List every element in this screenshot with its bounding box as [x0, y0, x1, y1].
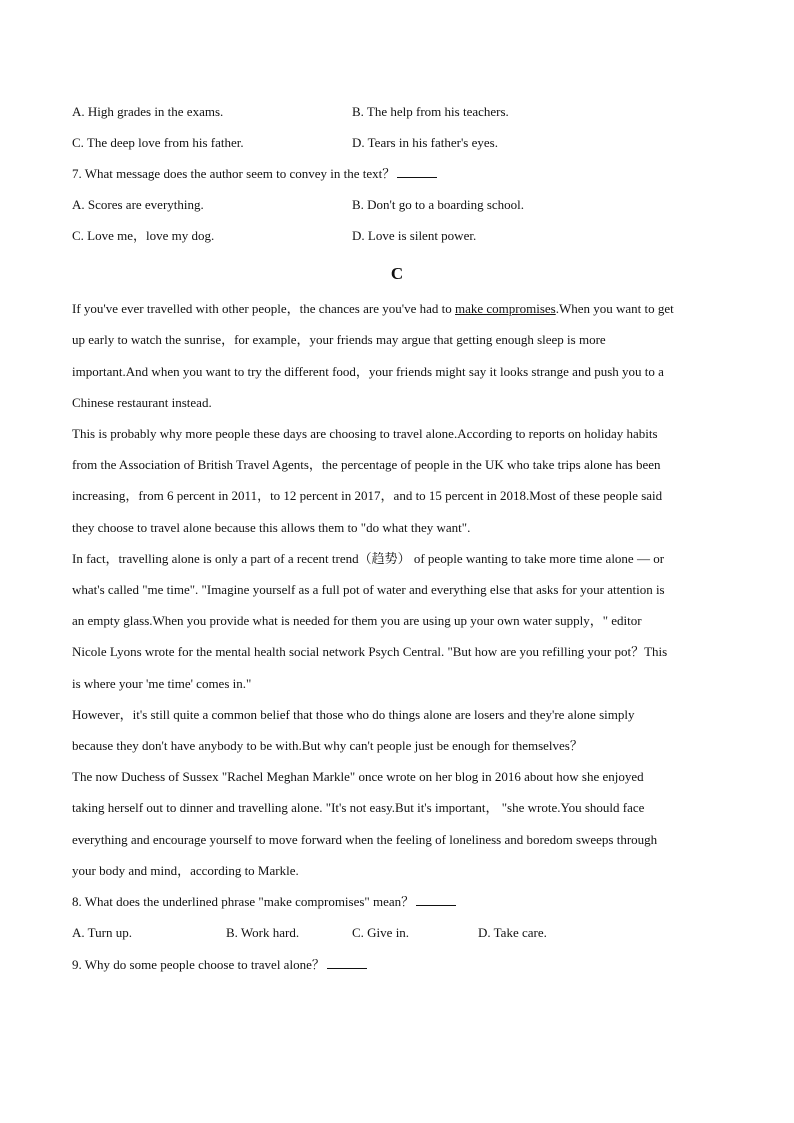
passage-line: important.And when you want to try the different food，your friends might say it looks strange and push you to a: [72, 364, 664, 379]
q9-question: [72, 957, 367, 973]
q6-option-a: A. High grades in the exams.: [72, 104, 224, 119]
q7-option-a: A. Scores are everything.: [72, 197, 204, 212]
passage-line: However，it's still quite a common belief that those who do things alone are losers and they're alone simply: [72, 707, 635, 722]
q7-option-d: D. Love is silent power.: [352, 228, 477, 243]
answer-blank: [397, 166, 437, 178]
passage-line: is where your 'me time' comes in.": [72, 676, 252, 691]
passage-line: increasing，from 6 percent in 2011，to 12 percent in 2017，and to 15 percent in 2018.Most of these people said: [72, 488, 663, 503]
q6-option-c: C. The deep love from his father.: [72, 135, 244, 150]
q8-option-d: D. Take care.: [478, 925, 547, 940]
q6-option-d: D. Tears in his father's eyes.: [352, 135, 498, 150]
underlined-phrase: make compromises: [454, 301, 556, 316]
answer-blank: [327, 957, 367, 969]
q8-option-b: B. Work hard.: [226, 925, 300, 940]
q8-option-a: A. Turn up.: [72, 925, 132, 940]
passage-line: because they don't have anybody to be with.But why can't people just be enough for themselves？: [72, 738, 583, 753]
passage-line: Nicole Lyons wrote for the mental health social network Psych Central. "But how are you refilling your pot？This: [72, 644, 668, 659]
passage-line: they choose to travel alone because this allows them to "do what they want".: [72, 520, 471, 535]
passage-line: Chinese restaurant instead.: [72, 395, 212, 410]
answer-blank: [416, 894, 456, 906]
q8-question-text: 8. What does the underlined phrase "make compromises" mean？: [72, 894, 415, 909]
passage-line: If you've ever travelled with other people，the chances are you've had to make compromises.When you want to get: [72, 301, 674, 316]
passage-line: from the Association of British Travel Agents，the percentage of people in the UK who take trips alone has been: [72, 457, 661, 472]
passage-line: The now Duchess of Sussex "Rachel Meghan Markle" once wrote on her blog in 2016 about how she enjoyed: [72, 769, 644, 784]
passage-line: This is probably why more people these days are choosing to travel alone.According to reports on holiday habits: [72, 426, 658, 441]
q7-option-c: C. Love me，love my dog.: [72, 228, 215, 243]
q6-option-b: B. The help from his teachers.: [352, 104, 509, 119]
q7-question: [72, 166, 437, 182]
passage-line: taking herself out to dinner and travelling alone. "It's not easy.But it's important， "she wrote.You should face: [72, 800, 645, 815]
q9-question-text: 9. Why do some people choose to travel alone？: [72, 957, 325, 972]
passage-line: what's called "me time". "Imagine yourself as a full pot of water and everything else that asks for your attention is: [72, 582, 665, 597]
passage-line: In fact，travelling alone is only a part of a recent trend（趋势） of people wanting to take more time alone — or: [72, 551, 665, 566]
q8-option-c: C. Give in.: [352, 925, 410, 940]
passage-line: everything and encourage yourself to move forward when the feeling of loneliness and boredom sweeps through: [72, 832, 658, 847]
passage-line: your body and mind，according to Markle.: [72, 863, 299, 878]
q7-option-b: B. Don't go to a boarding school.: [352, 197, 525, 212]
passage-line: an empty glass.When you provide what is needed for them you are using up your own water supply，" editor: [72, 613, 642, 628]
q8-question: [72, 894, 456, 910]
passage-line: up early to watch the sunrise，for example，your friends may argue that getting enough sleep is more: [72, 332, 606, 347]
section-title: C: [390, 264, 404, 283]
q7-question-text: 7. What message does the author seem to convey in the text？: [72, 166, 396, 181]
